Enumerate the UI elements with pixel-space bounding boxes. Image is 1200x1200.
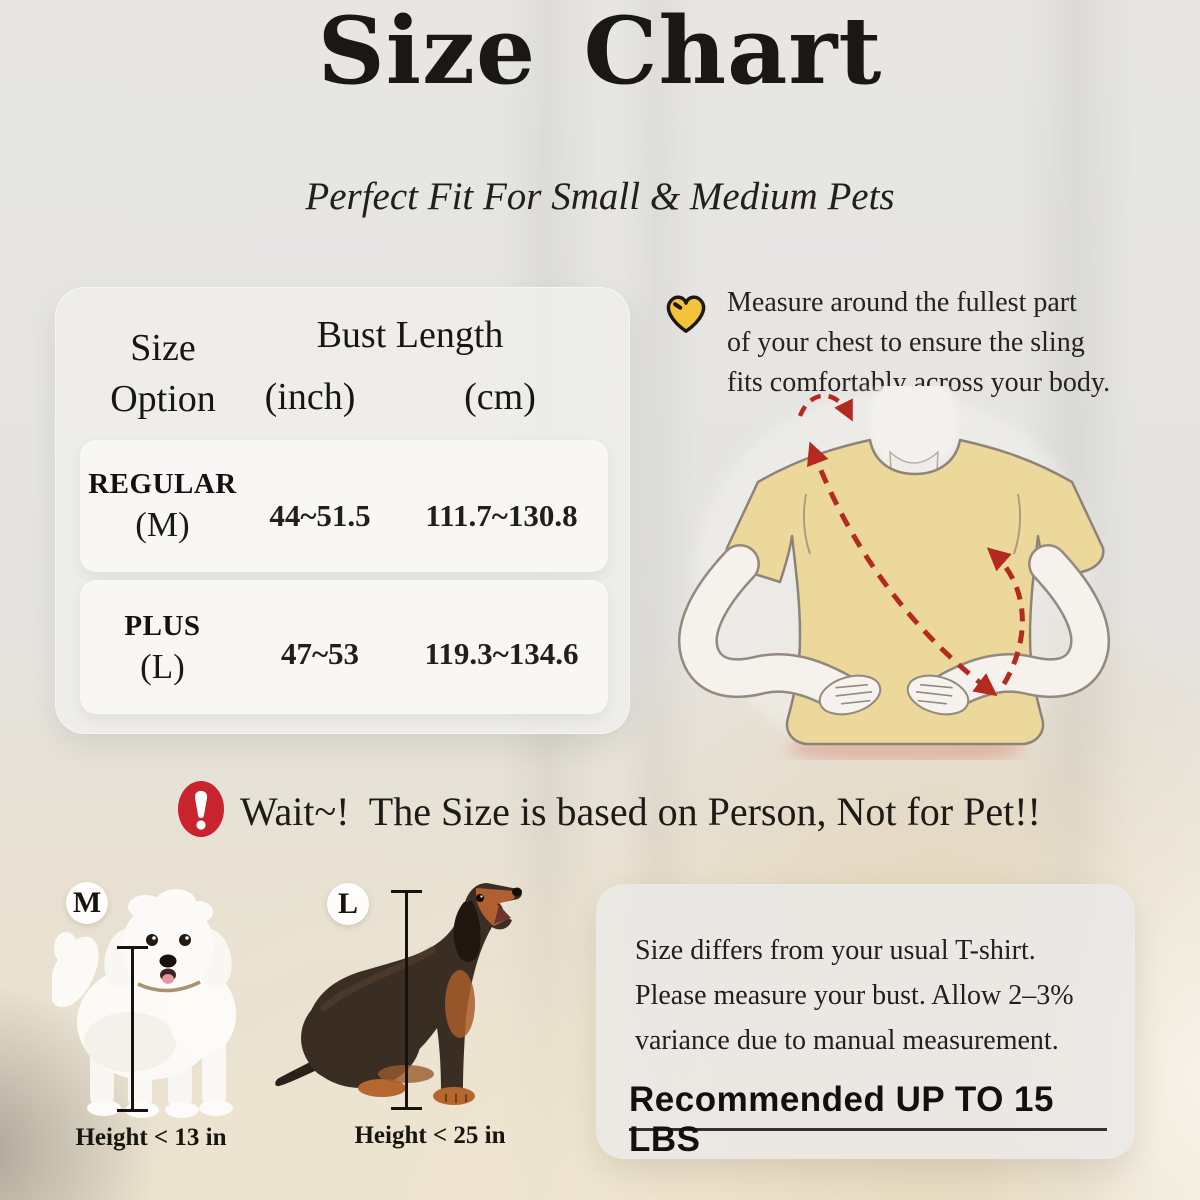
- size-option-header: [83, 323, 243, 425]
- size-code: (L): [140, 647, 185, 686]
- warning-text: Wait~! The Size is based on Person, Not for Pet!!: [240, 789, 1041, 834]
- size-option-header-line2: Option: [110, 378, 216, 420]
- height-label-l: Height < 25 in: [354, 1122, 506, 1149]
- dachshund-nose: [512, 888, 522, 897]
- maltese-eye: [146, 934, 158, 946]
- cm-column-header: (cm): [464, 376, 536, 418]
- size-m-badge: M: [66, 882, 108, 924]
- dachshund-eye: [476, 894, 484, 902]
- measure-tip-text: [727, 283, 1167, 403]
- size-code: (M): [135, 505, 190, 544]
- size-table: [55, 287, 630, 734]
- measure-tip-line: of your chest to ensure the sling: [727, 327, 1085, 358]
- page-title: Size Chart: [317, 0, 883, 105]
- bust-length-header: Bust Length: [316, 314, 504, 356]
- recommendation-text: Recommended UP TO 15 LBS: [629, 1080, 1107, 1131]
- page-subtitle: Perfect Fit For Small & Medium Pets: [305, 175, 895, 218]
- height-measure-line-m: [131, 946, 134, 1112]
- maltese-eye: [179, 934, 191, 946]
- note-line: variance due to manual measurement.: [635, 1025, 1059, 1056]
- height-label-m: Height < 13 in: [75, 1124, 227, 1151]
- exclamation-icon: [177, 780, 225, 838]
- table-row: [80, 440, 608, 572]
- heart-icon: [663, 292, 709, 336]
- size-name-cell: [80, 468, 245, 545]
- size-name: PLUS: [124, 610, 201, 642]
- dachshund-chest: [445, 970, 475, 1038]
- note-text: [635, 928, 1105, 1063]
- size-l-badge: L: [327, 883, 369, 925]
- inch-column-header: (inch): [264, 376, 356, 418]
- note-line: Size differs from your usual T-shirt.: [635, 935, 1036, 966]
- size-name: REGULAR: [88, 468, 237, 500]
- inch-value: 47~53: [280, 636, 360, 671]
- note-card: [596, 884, 1135, 1159]
- table-row: [80, 580, 608, 714]
- cm-value: 111.7~130.8: [425, 498, 578, 533]
- maltese-nose: [160, 955, 177, 968]
- cm-value: 119.3~134.6: [424, 636, 579, 671]
- note-line: Please measure your bust. Allow 2–3%: [635, 980, 1074, 1011]
- measure-tip-line: Measure around the fullest part: [727, 287, 1077, 318]
- dachshund-front-paw: [433, 1087, 475, 1105]
- person-measurement-illustration: [678, 386, 1110, 760]
- size-name-cell: [80, 610, 245, 687]
- maltese-head: [98, 889, 237, 992]
- inch-value: 44~51.5: [269, 498, 371, 533]
- height-measure-line-l: [405, 890, 408, 1110]
- maltese-tongue: [162, 974, 174, 984]
- dachshund-dog-illustration: [266, 876, 570, 1112]
- size-option-header-line1: Size: [130, 327, 196, 369]
- measure-tip-line: fits comfortably across your body.: [727, 367, 1111, 398]
